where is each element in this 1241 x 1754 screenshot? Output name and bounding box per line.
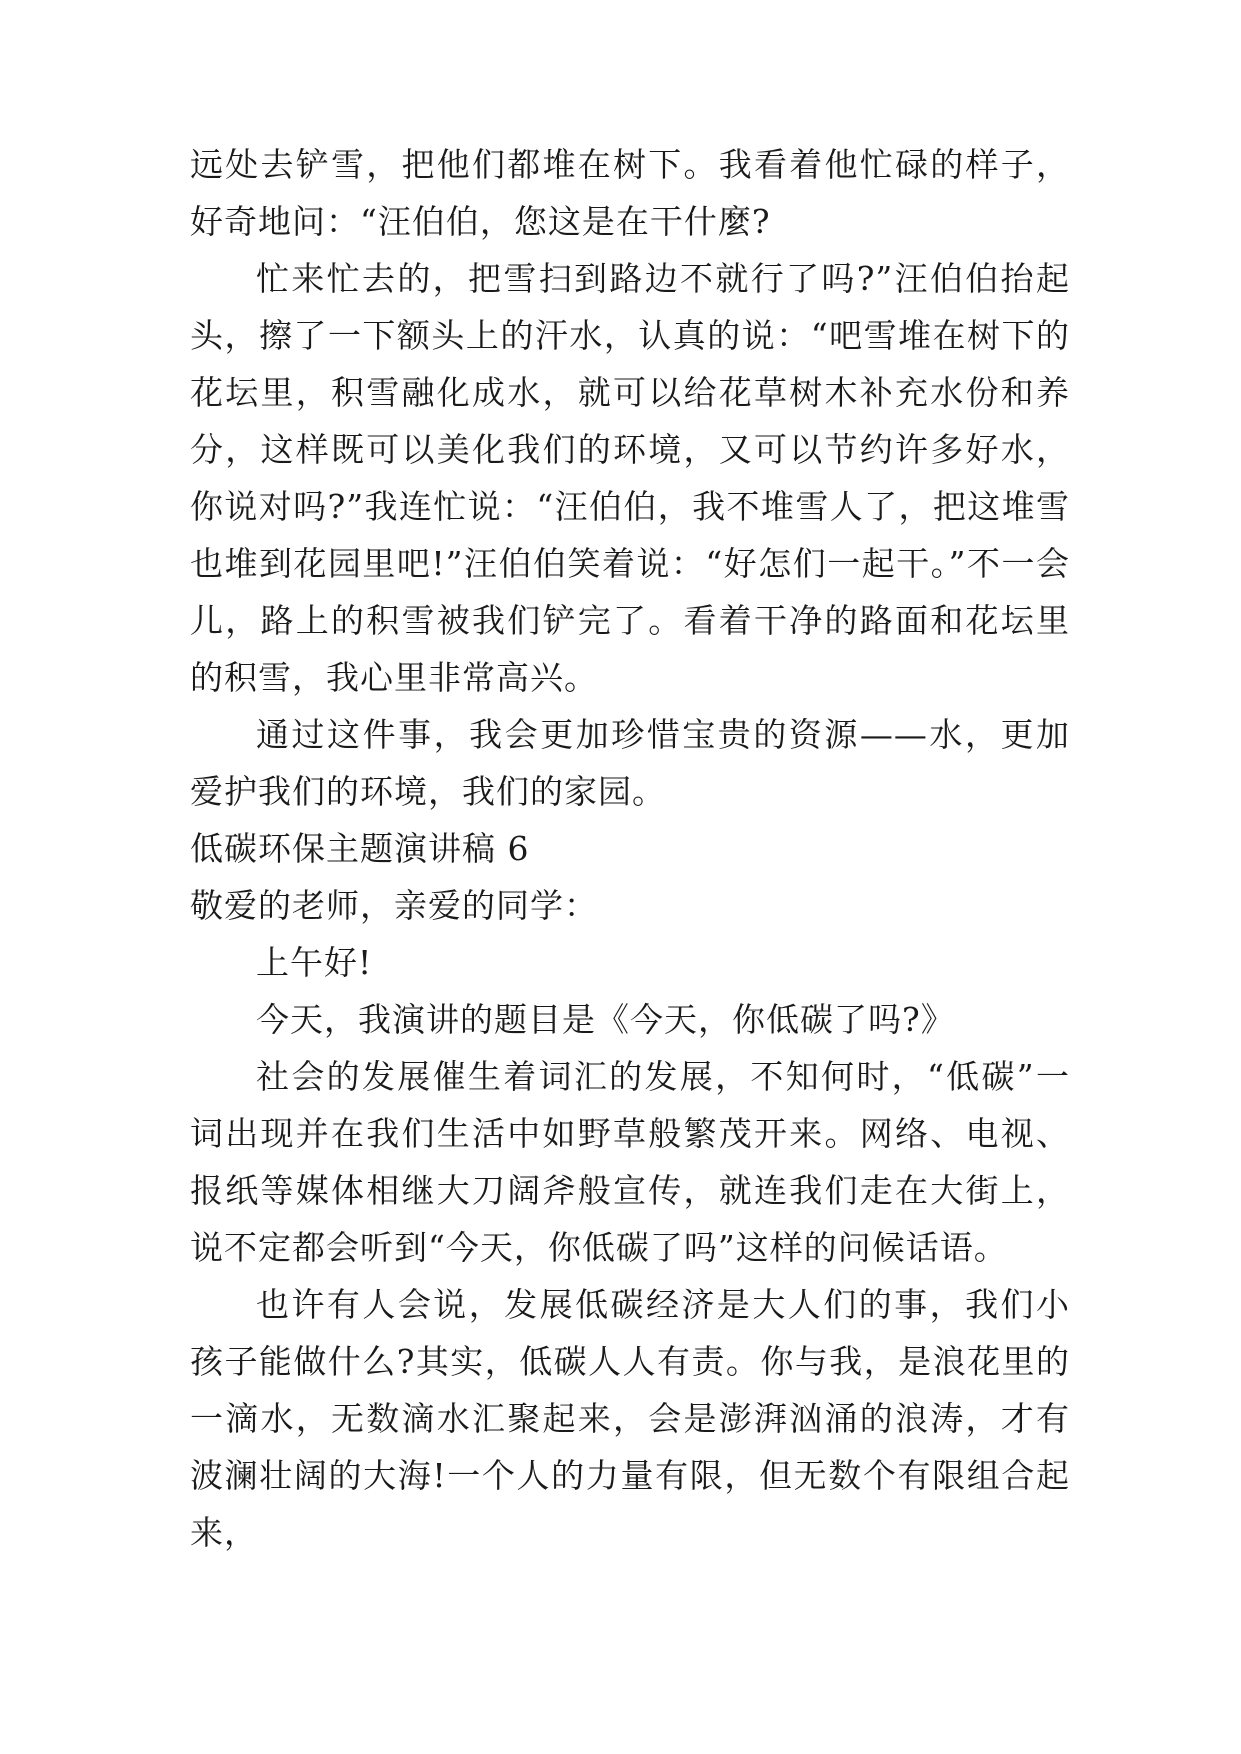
greeting: 上午好!	[256, 943, 373, 982]
paragraph-body: 社会的发展催生着词汇的发展，不知何时，“低碳”一词出现并在我们生活中如野草般繁茂开来。网络、电视、报纸等媒体相继大刀阔斧般宣传，就连我们走在大街上，说不定都会听到“今天，你低碳了吗”这样的问候话语。	[190, 1057, 1070, 1267]
paragraph-continuation: 远处去铲雪，把他们都堆在树下。我看着他忙碌的样子，好奇地问：“汪伯伯，您这是在干什麼?	[190, 145, 1070, 241]
section-heading: 低碳环保主题演讲稿 6	[190, 829, 530, 868]
speech-topic: 今天，我演讲的题目是《今天，你低碳了吗?》	[256, 1000, 955, 1039]
paragraph-body: 也许有人会说，发展低碳经济是大人们的事，我们小孩子能做什么?其实，低碳人人有责。你与我，是浪花里的一滴水，无数滴水汇聚起来，会是澎湃汹涌的浪涛，才有波澜壮阔的大海!一个人的力量有限，但无数个有限组合起来，	[190, 1285, 1070, 1552]
document-body	[190, 136, 1070, 1561]
paragraph-conclusion: 通过这件事，我会更加珍惜宝贵的资源——水，更加爱护我们的环境，我们的家园。	[190, 715, 1070, 811]
paragraph-dialogue: 忙来忙去的，把雪扫到路边不就行了吗?”汪伯伯抬起头，擦了一下额头上的汗水，认真的说：“吧雪堆在树下的花坛里，积雪融化成水，就可以给花草树木补充水份和养分，这样既可以美化我们的环境，又可以节约许多好水，你说对吗?”我连忙说：“汪伯伯，我不堆雪人了，把这堆雪也堆到花园里吧!”汪伯伯笑着说：“好怎们一起干。”不一会儿，路上的积雪被我们铲完了。看着干净的路面和花坛里的积雪，我心里非常高兴。	[190, 259, 1070, 697]
salutation: 敬爱的老师，亲爱的同学：	[190, 886, 598, 925]
